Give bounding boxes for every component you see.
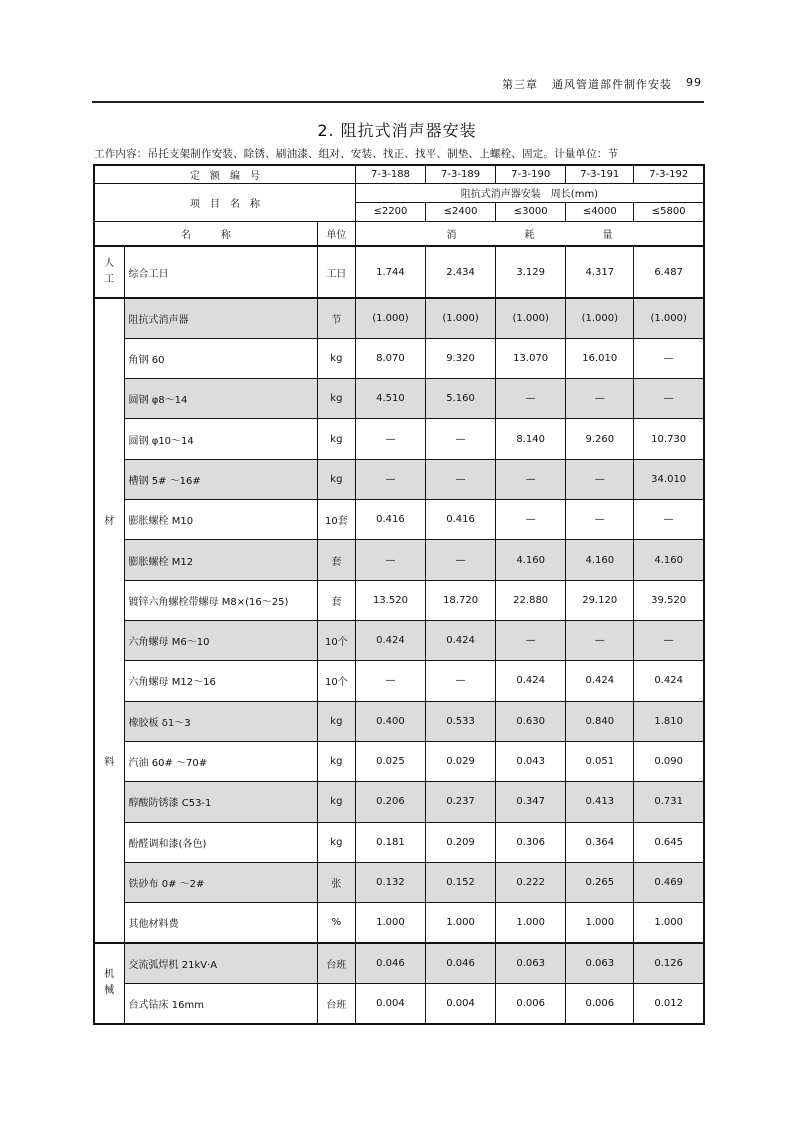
item-value: 0.006 — [566, 983, 634, 1023]
item-value: 0.347 — [496, 782, 566, 822]
item-value: 4.317 — [566, 246, 634, 298]
item-unit: kg — [317, 459, 355, 499]
item-value: — — [426, 661, 496, 701]
item-value: 0.025 — [355, 741, 425, 781]
item-value: 0.063 — [496, 943, 566, 983]
table-row — [94, 741, 704, 781]
consumption-char: 量 — [602, 229, 613, 241]
item-value: 0.265 — [566, 862, 634, 902]
item-value: 1.000 — [426, 903, 496, 944]
item-name: 镀锌六角螺栓带螺母 M8×(16～25) — [124, 580, 317, 620]
item-unit: 工日 — [317, 246, 355, 298]
item-value: — — [355, 661, 425, 701]
item-value: 0.237 — [426, 782, 496, 822]
item-name: 角钢 60 — [124, 338, 317, 378]
item-unit: 张 — [317, 862, 355, 902]
item-unit: kg — [317, 379, 355, 419]
item-name: 醇酸防锈漆 C53-1 — [124, 782, 317, 822]
item-value: — — [355, 419, 425, 459]
item-value: 2.434 — [426, 246, 496, 298]
item-value: 0.400 — [355, 701, 425, 741]
table-row — [94, 983, 704, 1023]
item-value: 1.000 — [496, 903, 566, 944]
item-value: 1.000 — [355, 903, 425, 944]
item-value: 0.046 — [355, 943, 425, 983]
item-value: 5.160 — [426, 379, 496, 419]
item-value: 6.487 — [634, 246, 704, 298]
item-value: — — [426, 540, 496, 580]
item-value: — — [566, 379, 634, 419]
item-value: 8.070 — [355, 338, 425, 378]
item-value: 0.029 — [426, 741, 496, 781]
item-value: 9.320 — [426, 338, 496, 378]
item-value: — — [496, 500, 566, 540]
table-row — [94, 943, 704, 983]
item-value: 4.510 — [355, 379, 425, 419]
table-row — [94, 621, 704, 661]
table-row — [94, 661, 704, 701]
item-value: 0.004 — [355, 983, 425, 1023]
header-rule — [92, 101, 704, 103]
item-value: — — [634, 621, 704, 661]
item-unit: kg — [317, 338, 355, 378]
item-value: 0.012 — [634, 983, 704, 1023]
work-content: 工作内容：吊托支架制作安装、除锈、刷油漆、组对、安装、找正、找平、制垫、上螺栓、固定。 — [94, 148, 555, 160]
item-unit: kg — [317, 419, 355, 459]
item-value: 0.181 — [355, 822, 425, 862]
table-row — [94, 580, 704, 620]
item-value: 1.810 — [634, 701, 704, 741]
item-value: 1.000 — [566, 903, 634, 944]
table-row — [94, 782, 704, 822]
table-row — [94, 338, 704, 378]
chapter-number: 第三章 — [502, 78, 538, 91]
item-value: 0.424 — [355, 621, 425, 661]
item-value: 0.063 — [566, 943, 634, 983]
item-value: 0.043 — [496, 741, 566, 781]
item-unit: 10个 — [317, 661, 355, 701]
item-value: 0.840 — [566, 701, 634, 741]
item-value: — — [355, 459, 425, 499]
item-unit: 台班 — [317, 943, 355, 983]
item-unit: kg — [317, 741, 355, 781]
item-value: 0.004 — [426, 983, 496, 1023]
item-value: 0.222 — [496, 862, 566, 902]
perimeter: ≤3000 — [496, 202, 566, 221]
item-value: — — [566, 500, 634, 540]
item-value: 10.730 — [634, 419, 704, 459]
item-value: 0.206 — [355, 782, 425, 822]
item-value: 0.209 — [426, 822, 496, 862]
table-row — [94, 379, 704, 419]
table-row — [94, 246, 704, 298]
item-value: 0.152 — [426, 862, 496, 902]
item-value: 0.731 — [634, 782, 704, 822]
table-row — [94, 540, 704, 580]
quota-code: 7-3-188 — [355, 165, 425, 183]
item-value: 0.364 — [566, 822, 634, 862]
item-value: — — [634, 379, 704, 419]
item-value: (1.000) — [496, 298, 566, 338]
item-unit: kg — [317, 822, 355, 862]
category-labor: 人 工 — [94, 246, 124, 298]
group-label: 阻抗式消声器安装 周长(mm) — [355, 183, 704, 202]
name-header: 名 称 — [94, 221, 317, 246]
unit-header: 单位 — [317, 221, 355, 246]
category-material-top: 材 — [104, 516, 115, 528]
item-value: (1.000) — [426, 298, 496, 338]
quota-label: 定 额 编 号 — [94, 165, 355, 183]
item-value: 0.416 — [355, 500, 425, 540]
item-name: 圆钢 φ10～14 — [124, 419, 317, 459]
item-value: (1.000) — [634, 298, 704, 338]
item-unit: 套 — [317, 580, 355, 620]
item-value: 39.520 — [634, 580, 704, 620]
item-value: 0.090 — [634, 741, 704, 781]
item-unit: 节 — [317, 298, 355, 338]
quota-code: 7-3-191 — [566, 165, 634, 183]
item-value: 0.306 — [496, 822, 566, 862]
item-value: 4.160 — [634, 540, 704, 580]
item-value: 8.140 — [496, 419, 566, 459]
item-value: 0.630 — [496, 701, 566, 741]
item-name: 膨胀螺栓 M12 — [124, 540, 317, 580]
item-unit: 10套 — [317, 500, 355, 540]
item-value: — — [496, 459, 566, 499]
item-name: 酚醛调和漆(各色) — [124, 822, 317, 862]
consumption-char: 消 — [446, 229, 457, 241]
item-value: 0.413 — [566, 782, 634, 822]
table-row — [94, 701, 704, 741]
item-value: 0.424 — [496, 661, 566, 701]
table-row — [94, 903, 704, 944]
column-header-row — [94, 221, 704, 246]
item-label: 项 目 名 称 — [94, 183, 355, 221]
chapter-title: 通风管道部件制作安装 — [552, 78, 672, 91]
item-value: 13.520 — [355, 580, 425, 620]
item-value: 0.006 — [496, 983, 566, 1023]
item-unit: kg — [317, 701, 355, 741]
item-name: 汽油 60# ～70# — [124, 741, 317, 781]
item-unit: 套 — [317, 540, 355, 580]
group-row — [94, 183, 704, 202]
item-value: 0.645 — [634, 822, 704, 862]
quota-table — [93, 164, 705, 1025]
quota-code: 7-3-192 — [634, 165, 704, 183]
item-name: 槽钢 5# ～16# — [124, 459, 317, 499]
item-name: 六角螺母 M12～16 — [124, 661, 317, 701]
page-number: 99 — [686, 76, 702, 89]
category-machine: 机 械 — [94, 943, 124, 1023]
item-value: 16.010 — [566, 338, 634, 378]
item-name: 阻抗式消声器 — [124, 298, 317, 338]
item-value: 0.132 — [355, 862, 425, 902]
item-value: (1.000) — [355, 298, 425, 338]
item-value: 22.880 — [496, 580, 566, 620]
table-row — [94, 459, 704, 499]
perimeter: ≤5800 — [634, 202, 704, 221]
item-name: 膨胀螺栓 M10 — [124, 500, 317, 540]
item-value: — — [496, 379, 566, 419]
item-value: 0.424 — [426, 621, 496, 661]
item-value: 18.720 — [426, 580, 496, 620]
item-name: 橡胶板 δ1～3 — [124, 701, 317, 741]
item-value: 0.416 — [426, 500, 496, 540]
table-row — [94, 500, 704, 540]
item-name: 台式钻床 16mm — [124, 983, 317, 1023]
table-row — [94, 298, 704, 338]
item-value: 0.424 — [566, 661, 634, 701]
consumption-header — [355, 221, 704, 246]
item-unit: 10个 — [317, 621, 355, 661]
item-value: 0.469 — [634, 862, 704, 902]
item-value: 0.424 — [634, 661, 704, 701]
item-value: — — [426, 459, 496, 499]
item-unit: 台班 — [317, 983, 355, 1023]
item-value: — — [566, 459, 634, 499]
work-content-line — [94, 146, 704, 161]
table-row — [94, 419, 704, 459]
section-title: 2. 阻抗式消声器安装 — [317, 121, 477, 140]
item-value: — — [496, 621, 566, 661]
perimeter: ≤2200 — [355, 202, 425, 221]
item-value: — — [566, 621, 634, 661]
item-name: 综合工日 — [124, 246, 317, 298]
item-value: 0.126 — [634, 943, 704, 983]
quota-code: 7-3-189 — [426, 165, 496, 183]
page-header — [502, 76, 702, 92]
item-value: 1.000 — [634, 903, 704, 944]
category-material-bottom: 料 — [104, 757, 115, 769]
item-value: 34.010 — [634, 459, 704, 499]
item-name: 交流弧焊机 21kV·A — [124, 943, 317, 983]
quota-table-body — [94, 165, 704, 1024]
item-value: 29.120 — [566, 580, 634, 620]
category-material — [94, 298, 124, 943]
item-value: 0.533 — [426, 701, 496, 741]
item-value: 4.160 — [566, 540, 634, 580]
table-row — [94, 822, 704, 862]
consumption-char: 耗 — [524, 229, 535, 241]
item-value: — — [634, 338, 704, 378]
item-name: 其他材料费 — [124, 903, 317, 944]
item-value: — — [634, 500, 704, 540]
item-value: 0.051 — [566, 741, 634, 781]
quota-code: 7-3-190 — [496, 165, 566, 183]
unit-note: 计量单位：节 — [554, 148, 619, 160]
item-value: 3.129 — [496, 246, 566, 298]
table-row — [94, 862, 704, 902]
item-value: — — [355, 540, 425, 580]
perimeter: ≤4000 — [566, 202, 634, 221]
item-value: 4.160 — [496, 540, 566, 580]
item-value: 1.744 — [355, 246, 425, 298]
perimeter: ≤2400 — [426, 202, 496, 221]
item-name: 圆钢 φ8～14 — [124, 379, 317, 419]
item-value: 9.260 — [566, 419, 634, 459]
item-value: 13.070 — [496, 338, 566, 378]
item-name: 铁砂布 0# ～2# — [124, 862, 317, 902]
item-unit: kg — [317, 782, 355, 822]
item-value: 0.046 — [426, 943, 496, 983]
item-value: — — [426, 419, 496, 459]
item-unit: % — [317, 903, 355, 944]
quota-code-row — [94, 165, 704, 183]
item-name: 六角螺母 M6～10 — [124, 621, 317, 661]
item-value: (1.000) — [566, 298, 634, 338]
